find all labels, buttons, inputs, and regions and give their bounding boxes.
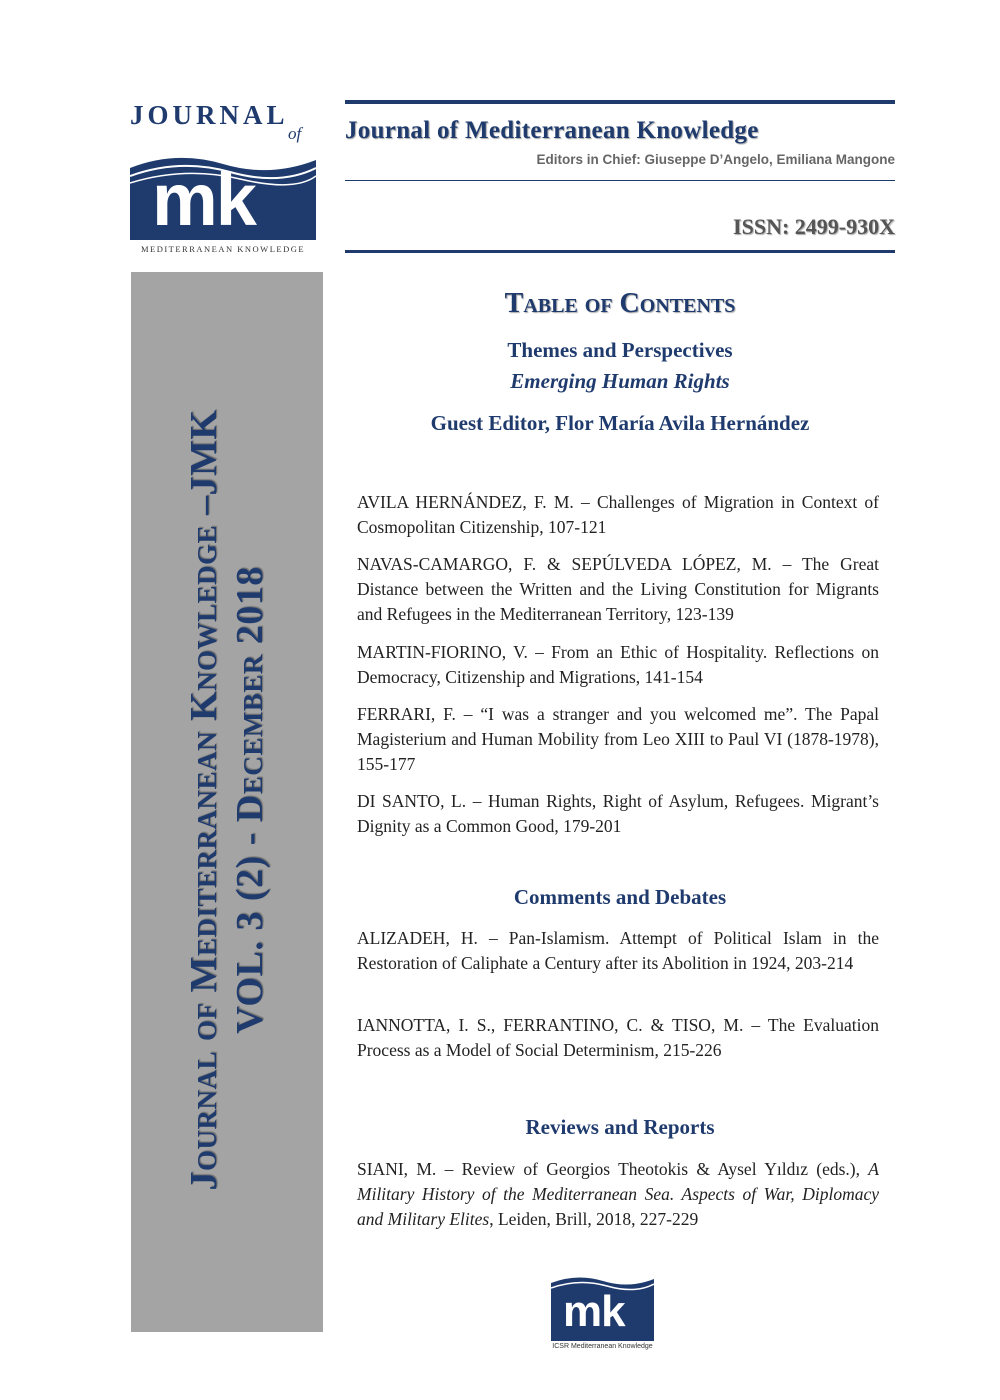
editors-in-chief: Editors in Chief: Giuseppe D’Angelo, Emiliana Mangone <box>536 152 895 167</box>
toc-entry: IANNOTTA, I. S., FERRANTINO, C. & TISO, M. – The Evaluation Process as a Model of Social Determinism, 215-226 <box>357 1015 879 1060</box>
review-book-title: A Military History of the Mediterranean Sea. Aspects of War, Diplomacy and Military Elites <box>357 1159 879 1229</box>
logo-mark: mk <box>152 158 255 240</box>
header-top-rule <box>345 100 895 104</box>
section-comments-title: Comments and Debates <box>513 885 727 909</box>
review-suffix: , Leiden, Brill, 2018, 227-229 <box>489 1209 699 1229</box>
toc-entry: ALIZADEH, H. – Pan-Islamism. Attempt of Political Islam in the Restoration of Caliphate a Century after its Abolition in 1924, 203-214 <box>357 928 879 973</box>
section-themes-subtitle: Emerging Human Rights <box>510 369 730 393</box>
toc-entry: NAVAS-CAMARGO, F. & SEPÚLVEDA LÓPEZ, M. – The Great Distance between the Written and the Living Constitution for Migrants and Refugees in the Mediterranean Territory, 123-139 <box>357 554 879 624</box>
toc-entry: MARTIN-FIORINO, V. – From an Ethic of Hospitality. Reflections on Democracy, Citizenship and Migrations, 141-154 <box>357 642 879 687</box>
footer-logo-mark: mk <box>563 1287 625 1336</box>
guest-editor: Guest Editor, Flor María Avila Hernández <box>430 411 810 435</box>
issn: ISSN: 2499-930X <box>733 214 895 239</box>
toc-entry: AVILA HERNÁNDEZ, F. M. – Challenges of Migration in Context of Cosmopolitan Citizenship, 107-121 <box>357 492 879 537</box>
toc-entry: FERRARI, F. – “I was a stranger and you welcomed me”. The Papal Magisterium and Human Mobility from Leo XIII to Paul VI (1878-1978), 155-177 <box>357 704 879 774</box>
journal-logo <box>130 100 316 258</box>
header-bottom-rule <box>345 250 895 253</box>
section-reviews-title: Reviews and Reports <box>525 1115 715 1139</box>
journal-title: Journal of Mediterranean Knowledge <box>345 117 759 144</box>
toc-entry-review <box>357 1157 879 1232</box>
toc-entry: DI SANTO, L. – Human Rights, Right of Asylum, Refugees. Migrant’s Dignity as a Common Good, 179-201 <box>357 791 879 836</box>
footer-logo <box>551 1273 654 1353</box>
logo-of: of <box>288 124 302 143</box>
footer-logo-box <box>551 1273 654 1341</box>
header-middle-rule <box>345 180 895 181</box>
side-band-volume: VOL. 3 (2) - December 2018 <box>229 566 271 1034</box>
logo-word: JOURNAL <box>130 100 289 130</box>
logo-caption: MEDITERRANEAN KNOWLEDGE <box>140 244 306 254</box>
review-prefix: SIANI, M. – Review of Georgios Theotokis & Aysel Yıldız (eds.), <box>357 1159 869 1179</box>
side-band-journal: Journal of Mediterranean Knowledge –JMK <box>183 409 225 1191</box>
toc-title: Table of Contents <box>504 288 736 319</box>
section-themes-title: Themes and Perspectives <box>507 338 733 362</box>
footer-logo-caption: ICSR Mediterranean Knowledge <box>552 1343 653 1350</box>
logo-mark-box <box>130 150 316 240</box>
side-band-title <box>181 410 273 1191</box>
